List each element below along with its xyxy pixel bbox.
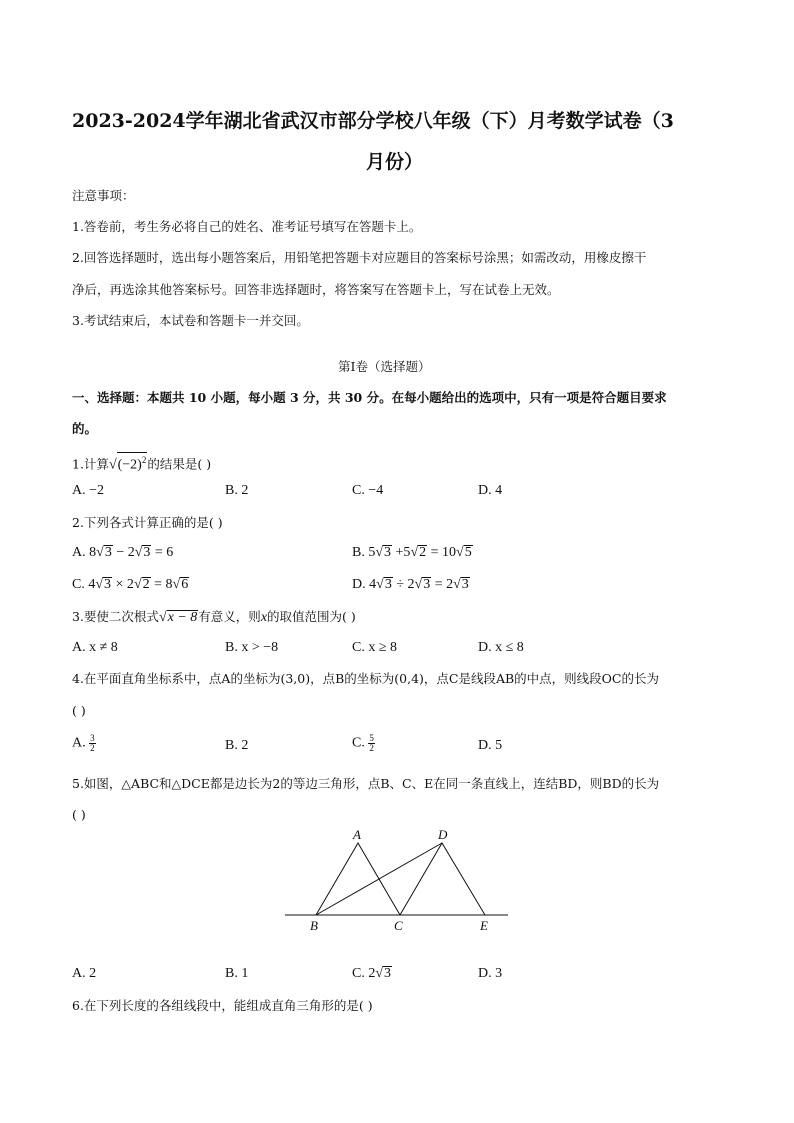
notice-item-2: 2.回答选择题时，选出每小题答案后，用铅笔把答题卡对应题目的答案标号涂黑；如需改动，用橡皮擦干 (72, 250, 647, 265)
question-2-option-c[interactable]: C. 4√3 × 2√2 = 8√6 (72, 577, 189, 592)
label-a: A (353, 827, 361, 842)
question-5-option-d[interactable]: D. 3 (478, 966, 503, 981)
section-intro: 一、选择题：本题共 10 小题，每小题 3 分，共 30 分。在每小题给出的选项中，只有一项是符合题目要求 (72, 390, 667, 405)
question-1-radical: $(-2)^2$ (117, 452, 148, 473)
question-4-option-c[interactable]: C. $\frac{5}{2}$ (352, 733, 374, 753)
question-3-option-d[interactable]: D. x ≤ 8 (478, 640, 524, 655)
segment-bd (316, 843, 442, 915)
question-5-stem: 5.如图，△ABC和△DCE都是边长为2的等边三角形，点B、C、E在同一条直线上，连结BD，则BD的长为 (72, 776, 660, 791)
label-c: C (394, 918, 403, 933)
question-4-stem-continued: ( ) (72, 703, 86, 718)
question-2-option-a[interactable]: A. 8√3 − 2√3 = 6 (72, 545, 174, 560)
label-d: D (438, 827, 448, 842)
triangle-figure (280, 822, 515, 937)
question-4-option-b[interactable]: B. 2 (225, 738, 249, 753)
question-4-option-a[interactable]: A. $\frac{3}{2}$ (72, 733, 95, 753)
triangle-abc (316, 843, 400, 915)
notice-item-2-continued: 净后，再选涂其他答案标号。回答非选择题时，将答案写在答题卡上，写在试卷上无效。 (72, 282, 560, 297)
question-6-stem: 6.在下列长度的各组线段中，能组成直角三角形的是( ) (72, 998, 373, 1013)
notice-item-1: 1.答卷前，考生务必将自己的姓名、准考证号填写在答题卡上。 (72, 219, 422, 234)
question-5-option-c[interactable]: C. 2√3 (352, 966, 392, 981)
triangle-dce (400, 843, 485, 915)
question-5-stem-continued: ( ) (72, 807, 86, 822)
label-b: B (310, 918, 318, 933)
page-title-continued: 月份） (366, 151, 424, 173)
question-3-option-b[interactable]: B. x > −8 (225, 640, 279, 655)
question-4-option-d[interactable]: D. 5 (478, 738, 503, 753)
section-heading: 第I卷（选择题） (338, 359, 431, 374)
question-1-suffix: 的结果是( ) (147, 456, 212, 472)
question-2-stem: 2.下列各式计算正确的是( ) (72, 515, 223, 530)
page-title: 2023-2024学年湖北省武汉市部分学校八年级（下）月考数学试卷（3 (72, 110, 674, 132)
question-4-stem: 4.在平面直角坐标系中，点A的坐标为(3,0)，点B的坐标为(0,4)，点C是线段AB的中点，则线段OC的长为 (72, 671, 659, 686)
notice-item-3: 3.考试结束后，本试卷和答题卡一并交回。 (72, 313, 309, 328)
question-1-option-a[interactable]: A. −2 (72, 483, 105, 498)
question-2-option-b[interactable]: B. 5√3 +5√2 = 10√5 (352, 545, 472, 560)
question-3-radical: x − 8 (167, 610, 198, 625)
question-1-option-c[interactable]: C. −4 (352, 483, 384, 498)
question-1-prefix: 1.计算 (72, 456, 109, 472)
notice-heading: 注意事项： (72, 188, 135, 203)
question-1-option-b[interactable]: B. 2 (225, 483, 249, 498)
question-1-option-d[interactable]: D. 4 (478, 483, 503, 498)
question-5-option-b[interactable]: B. 1 (225, 966, 249, 981)
label-e: E (480, 918, 488, 933)
question-3-option-a[interactable]: A. x ≠ 8 (72, 640, 118, 655)
question-3-option-c[interactable]: C. x ≥ 8 (352, 640, 398, 655)
section-intro-continued: 的。 (72, 421, 98, 436)
question-1-stem: 1.计算$√(-2)^2$的结果是( ) (72, 452, 211, 474)
question-3-stem: 3.要使二次根式√x − 8有意义，则x的取值范围为( ) (72, 609, 356, 625)
question-2-option-d[interactable]: D. 4√3 ÷ 2√3 = 2√3 (352, 577, 469, 592)
question-5-option-a[interactable]: A. 2 (72, 966, 97, 981)
